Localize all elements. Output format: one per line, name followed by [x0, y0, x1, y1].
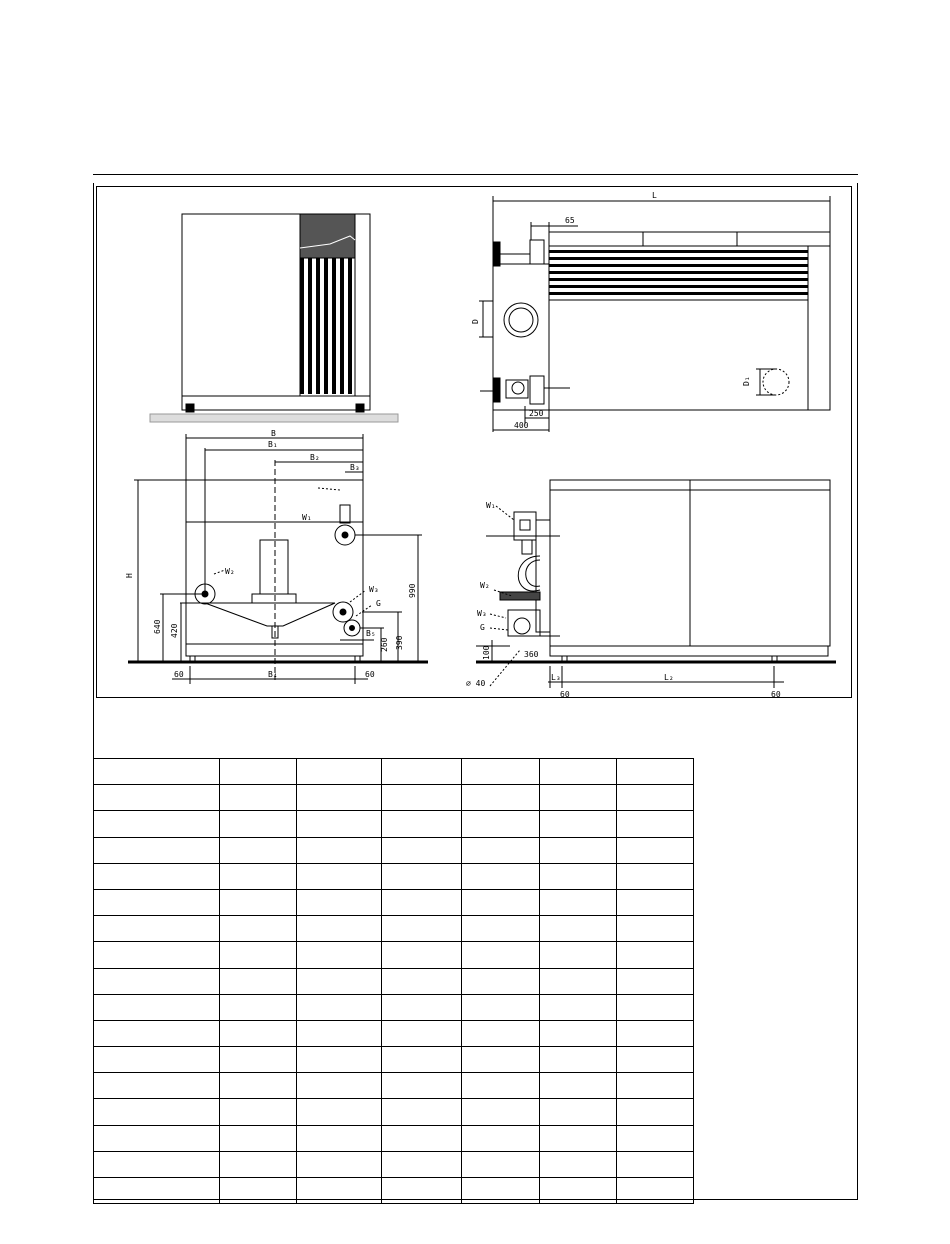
table-cell	[540, 942, 617, 968]
dim-label-420: 420	[170, 623, 179, 638]
table-cell	[220, 1151, 297, 1177]
table-row	[94, 916, 694, 942]
table-cell	[94, 811, 220, 837]
table-cell	[462, 1151, 540, 1177]
table-cell	[462, 1047, 540, 1073]
dim-label-B1: B₁	[268, 440, 278, 449]
table-cell	[220, 889, 297, 915]
table-cell	[94, 1099, 220, 1125]
table-cell	[382, 942, 462, 968]
table-cell	[94, 942, 220, 968]
table-cell	[220, 1073, 297, 1099]
table-cell	[617, 1151, 694, 1177]
table-cell	[617, 1073, 694, 1099]
dim-label-diam40: ∅ 40	[466, 679, 486, 688]
table-cell	[94, 1151, 220, 1177]
table-cell	[297, 1073, 382, 1099]
table-cell	[540, 994, 617, 1020]
table-row	[94, 942, 694, 968]
table-cell	[297, 968, 382, 994]
table-cell	[540, 1020, 617, 1046]
table-cell	[617, 837, 694, 863]
table-cell	[617, 759, 694, 785]
dim-label-B2: B₂	[310, 453, 320, 462]
table-cell	[540, 889, 617, 915]
table-row	[94, 1125, 694, 1151]
dim-label-65: 65	[565, 216, 575, 225]
table-cell	[220, 863, 297, 889]
table-cell	[540, 916, 617, 942]
table-cell	[297, 1178, 382, 1204]
table-cell	[540, 1151, 617, 1177]
table-cell	[297, 1047, 382, 1073]
table-cell	[540, 837, 617, 863]
table-cell	[220, 811, 297, 837]
dim-label-390: 390	[395, 635, 404, 650]
table-row	[94, 1151, 694, 1177]
table-cell	[462, 1125, 540, 1151]
table-cell	[617, 994, 694, 1020]
table-cell	[220, 759, 297, 785]
table-cell	[220, 942, 297, 968]
table-cell	[382, 1151, 462, 1177]
dim-label-L: L	[652, 191, 657, 200]
table-cell	[94, 1020, 220, 1046]
table-cell	[540, 1099, 617, 1125]
table-cell	[617, 811, 694, 837]
table-cell	[220, 1020, 297, 1046]
dim-label-100: 100	[482, 645, 491, 660]
table-cell	[220, 916, 297, 942]
table-cell	[540, 1125, 617, 1151]
table-cell	[540, 1047, 617, 1073]
dimensions-table	[93, 758, 694, 1204]
table-row	[94, 811, 694, 837]
table-cell	[462, 1073, 540, 1099]
table-cell	[94, 994, 220, 1020]
table-cell	[462, 1020, 540, 1046]
table-cell	[382, 785, 462, 811]
table-cell	[462, 942, 540, 968]
table-cell	[382, 1073, 462, 1099]
dim-label-D: D	[471, 319, 480, 324]
table-row	[94, 1073, 694, 1099]
table-cell	[462, 994, 540, 1020]
table-cell	[617, 785, 694, 811]
table-cell	[382, 1099, 462, 1125]
table-cell	[94, 863, 220, 889]
table-cell	[617, 1178, 694, 1204]
dim-label-L3: L₃	[551, 673, 561, 682]
table-cell	[297, 1020, 382, 1046]
table-cell	[462, 1178, 540, 1204]
table-cell	[540, 811, 617, 837]
conn-label-W2-side: W₂	[480, 581, 490, 590]
table-cell	[94, 1073, 220, 1099]
table-cell	[617, 968, 694, 994]
dim-label-400: 400	[514, 421, 529, 430]
table-cell	[382, 1020, 462, 1046]
conn-label-W3: W₃	[369, 585, 379, 594]
table-cell	[462, 785, 540, 811]
table-cell	[382, 811, 462, 837]
table-row	[94, 968, 694, 994]
conn-label-G: G	[376, 599, 381, 608]
table-cell	[540, 1073, 617, 1099]
table-cell	[94, 889, 220, 915]
table-cell	[617, 1047, 694, 1073]
table-row	[94, 1178, 694, 1204]
table-cell	[297, 916, 382, 942]
dim-label-B: B	[271, 429, 276, 438]
table-cell	[94, 916, 220, 942]
table-cell	[220, 1047, 297, 1073]
table-cell	[462, 1099, 540, 1125]
table-cell	[382, 916, 462, 942]
dim-label-L2: L₂	[664, 673, 674, 682]
table-cell	[617, 1125, 694, 1151]
table-row	[94, 837, 694, 863]
front-view	[150, 214, 398, 422]
table-cell	[220, 1099, 297, 1125]
table-cell	[94, 1125, 220, 1151]
table-cell	[617, 942, 694, 968]
plan-view	[479, 196, 830, 432]
table-cell	[462, 889, 540, 915]
table-cell	[382, 1125, 462, 1151]
table-cell	[220, 994, 297, 1020]
table-cell	[220, 1125, 297, 1151]
table-cell	[220, 785, 297, 811]
table-cell	[297, 1151, 382, 1177]
table-cell	[297, 889, 382, 915]
table-cell	[297, 994, 382, 1020]
dim-label-H: H	[125, 573, 134, 578]
conn-label-W1-side: W₁	[486, 501, 496, 510]
conn-label-W2: W₂	[225, 567, 235, 576]
dim-label-60-right: 60	[365, 670, 375, 679]
dim-label-60-left: 60	[174, 670, 184, 679]
table-cell	[382, 837, 462, 863]
table-cell	[540, 968, 617, 994]
dim-label-B4: B₄	[268, 670, 278, 679]
conn-label-G-side: G	[480, 623, 485, 632]
dim-label-640: 640	[153, 619, 162, 634]
table-row	[94, 1020, 694, 1046]
table-row	[94, 863, 694, 889]
table-row	[94, 994, 694, 1020]
table-cell	[617, 889, 694, 915]
table-cell	[94, 759, 220, 785]
dim-label-250: 250	[529, 409, 544, 418]
table-row	[94, 1047, 694, 1073]
conn-label-W3-side: W₃	[477, 609, 487, 618]
dim-label-990: 990	[408, 583, 417, 598]
table-cell	[462, 863, 540, 889]
table-cell	[540, 1178, 617, 1204]
table-cell	[382, 759, 462, 785]
dim-label-D1: D₁	[742, 376, 751, 386]
dim-label-360: 360	[524, 650, 539, 659]
table-cell	[94, 837, 220, 863]
dim-label-60-l3: 60	[560, 690, 570, 699]
table-cell	[382, 889, 462, 915]
table-cell	[617, 1099, 694, 1125]
table-cell	[462, 916, 540, 942]
table-cell	[220, 968, 297, 994]
table-row	[94, 785, 694, 811]
dimensions-table-body	[94, 759, 694, 1204]
dim-label-260: 260	[380, 637, 389, 652]
table-cell	[297, 811, 382, 837]
table-cell	[382, 863, 462, 889]
table-cell	[297, 837, 382, 863]
table-cell	[617, 1020, 694, 1046]
dim-label-60-l2: 60	[771, 690, 781, 699]
dim-label-B5: B₅	[366, 629, 376, 638]
table-cell	[297, 785, 382, 811]
table-cell	[382, 1047, 462, 1073]
table-cell	[382, 1178, 462, 1204]
table-cell	[297, 942, 382, 968]
table-cell	[297, 863, 382, 889]
table-cell	[540, 759, 617, 785]
table-cell	[462, 811, 540, 837]
table-row	[94, 759, 694, 785]
table-cell	[462, 837, 540, 863]
conn-label-W1: W₁	[302, 513, 312, 522]
table-cell	[94, 1178, 220, 1204]
table-cell	[94, 968, 220, 994]
table-cell	[462, 759, 540, 785]
table-cell	[382, 994, 462, 1020]
table-cell	[540, 785, 617, 811]
table-cell	[297, 1125, 382, 1151]
table-cell	[617, 916, 694, 942]
table-cell	[462, 968, 540, 994]
table-cell	[220, 837, 297, 863]
table-row	[94, 1099, 694, 1125]
table-row	[94, 889, 694, 915]
table-cell	[617, 863, 694, 889]
table-cell	[220, 1178, 297, 1204]
table-cell	[94, 1047, 220, 1073]
dim-label-B3: B₃	[350, 463, 360, 472]
table-cell	[297, 1099, 382, 1125]
table-cell	[297, 759, 382, 785]
table-cell	[540, 863, 617, 889]
table-cell	[94, 785, 220, 811]
table-cell	[382, 968, 462, 994]
